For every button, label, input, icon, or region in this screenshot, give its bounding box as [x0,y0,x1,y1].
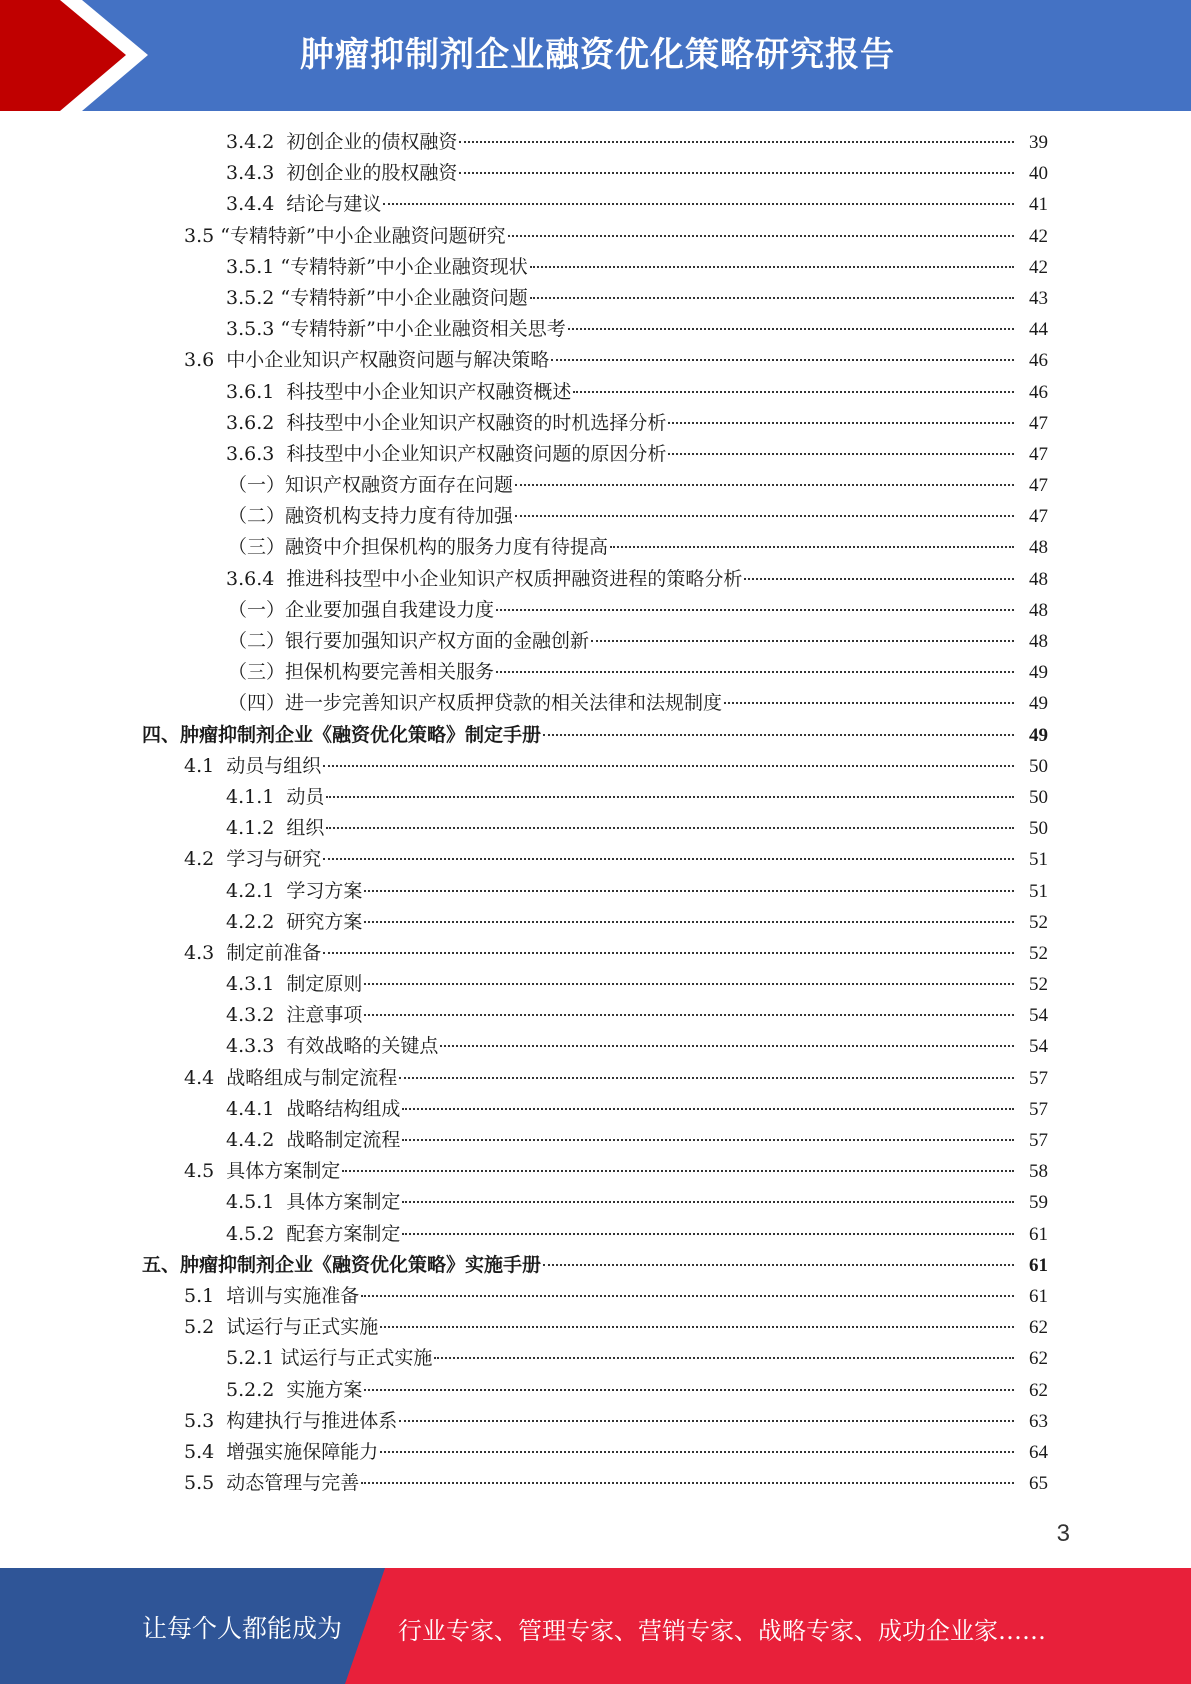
toc-entry-label: 4.2 学习与研究 [184,848,322,871]
toc-dot-leader [459,171,1014,174]
toc-entry[interactable] [0,657,1191,688]
toc-entry-label: 4.1.2 组织 [226,817,325,840]
toc-entry[interactable] [0,1406,1191,1437]
toc-entry-page: 40 [1029,163,1048,185]
toc-dot-leader [459,140,1014,143]
toc-dot-leader [515,514,1014,517]
toc-entry-page: 62 [1029,1348,1048,1370]
toc-entry-label: 3.4.2 初创企业的债权融资 [226,131,458,153]
toc-dot-leader [496,608,1014,611]
toc-entry[interactable] [0,1281,1191,1312]
toc-entry[interactable] [0,1375,1191,1406]
toc-dot-leader [364,982,1014,985]
toc-entry[interactable] [0,283,1191,314]
toc-entry-label: 3.5.3 “专精特新”中小企业融资相关思考 [226,318,566,341]
toc-dot-leader [496,670,1014,673]
toc-entry-label: 4.3 制定前准备 [184,941,322,964]
toc-entry-label: 3.6.1 科技型中小企业知识产权融资概述 [226,380,572,403]
toc-dot-leader [326,795,1014,798]
toc-dot-leader [440,1044,1014,1047]
toc-entry-label: 五、肿瘤抑制剂企业《融资优化策略》实施手册 [142,1253,542,1276]
toc-dot-leader [364,1013,1014,1016]
toc-entry-label: 3.6.2 科技型中小企业知识产权融资的时机选择分析 [226,411,667,434]
toc-entry[interactable] [0,1312,1191,1343]
toc-dot-leader [668,452,1014,455]
toc-entry-page: 48 [1029,631,1048,652]
toc-entry-label: 5.2.1 试运行与正式实施 [226,1347,433,1370]
toc-entry-label: 5.1 培训与实施准备 [184,1284,360,1307]
toc-dot-leader [402,1107,1014,1110]
toc-entry-page: 50 [1029,818,1048,840]
toc-dot-leader [323,857,1014,860]
page-header [0,0,1191,111]
toc-entry[interactable] [0,595,1191,626]
toc-entry-page: 57 [1029,1098,1048,1120]
toc-entry-page: 58 [1029,1161,1048,1183]
toc-entry-label: 4.5.2 配套方案制定 [226,1222,401,1245]
toc-dot-leader [364,1388,1014,1391]
toc-entry[interactable] [0,876,1191,907]
toc-entry-page: 49 [1029,693,1048,715]
toc-dot-leader [402,1232,1014,1235]
toc-entry-page: 47 [1029,475,1048,497]
toc-dot-leader [573,390,1014,393]
toc-entry[interactable] [0,252,1191,283]
toc-entry-label: 5.3 构建执行与推进体系 [184,1409,398,1432]
toc-entry-page: 47 [1029,412,1048,434]
toc-dot-leader [364,889,1014,892]
toc-entry-page: 50 [1029,786,1048,808]
toc-entry-page: 39 [1029,132,1048,153]
toc-entry-label: 5.2.2 实施方案 [226,1378,363,1401]
toc-entry[interactable] [0,158,1191,189]
toc-entry[interactable] [0,501,1191,532]
toc-entry[interactable] [0,470,1191,501]
toc-entry-label: （二）银行要加强知识产权方面的金融创新 [228,630,590,652]
footer-slogan-right: 行业专家、管理专家、营销专家、战略专家、成功企业家…… [398,1617,1046,1645]
toc-dot-leader [402,1138,1014,1141]
toc-entry[interactable] [0,1219,1191,1250]
toc-entry-page: 57 [1029,1130,1048,1151]
toc-entry-label: 3.5 “专精特新”中小企业融资问题研究 [184,224,506,247]
toc-entry-page: 54 [1029,1005,1048,1027]
toc-entry-label: 3.5.1 “专精特新”中小企业融资现状 [226,255,528,278]
toc-entry[interactable] [0,969,1191,1000]
toc-entry-label: 3.6 中小企业知识产权融资问题与解决策略 [184,349,550,372]
toc-dot-leader [323,951,1014,954]
toc-entry-page: 42 [1029,256,1048,278]
toc-entry-label: 3.4.3 初创企业的股权融资 [226,162,458,185]
toc-entry-label: （三）担保机构要完善相关服务 [228,661,495,684]
toc-dot-leader [383,202,1014,205]
table-of-contents [0,127,1191,1499]
toc-entry-label: 5.4 增强实施保障能力 [184,1440,379,1463]
toc-entry[interactable] [0,439,1191,470]
toc-entry[interactable] [0,221,1191,252]
toc-entry-page: 48 [1029,568,1048,590]
toc-entry[interactable] [0,1063,1191,1094]
toc-entry-label: 3.6.4 推进科技型中小企业知识产权质押融资进程的策略分析 [226,567,743,590]
toc-entry-label: 4.3.2 注意事项 [226,1004,363,1027]
toc-dot-leader [543,1263,1014,1266]
toc-entry-label: 4.4.1 战略结构组成 [226,1097,401,1120]
toc-entry-label: （二）融资机构支持力度有待加强 [228,505,514,528]
toc-entry-page: 64 [1029,1441,1048,1463]
toc-entry[interactable] [0,782,1191,813]
toc-dot-leader [326,826,1014,829]
toc-entry-label: （一）知识产权融资方面存在问题 [228,474,514,497]
toc-dot-leader [402,1200,1014,1203]
toc-dot-leader [724,701,1014,704]
toc-entry[interactable] [0,1156,1191,1187]
toc-entry-label: （四）进一步完善知识产权质押贷款的相关法律和法规制度 [228,692,723,715]
toc-dot-leader [364,920,1014,923]
toc-entry-label: 4.2.1 学习方案 [226,879,363,902]
toc-entry-page: 61 [1029,1285,1048,1307]
toc-entry[interactable] [0,1468,1191,1499]
toc-entry[interactable] [0,844,1191,875]
toc-entry[interactable] [0,564,1191,595]
toc-entry-page: 62 [1029,1317,1048,1339]
toc-entry-page: 52 [1029,911,1048,933]
toc-entry[interactable] [0,345,1191,376]
toc-entry-page: 48 [1029,537,1048,559]
toc-dot-leader [342,1169,1014,1172]
toc-entry-page: 49 [1029,724,1048,746]
toc-dot-leader [744,577,1014,580]
toc-entry[interactable] [0,907,1191,938]
toc-dot-leader [380,1450,1014,1453]
toc-entry-page: 52 [1029,974,1048,996]
toc-entry[interactable] [0,1343,1191,1374]
toc-entry[interactable] [0,720,1191,751]
toc-entry-page: 65 [1029,1473,1048,1495]
toc-dot-leader [434,1356,1014,1359]
toc-dot-leader [399,1076,1014,1079]
toc-dot-leader [361,1294,1014,1297]
footer-slogan-left: 让每个人都能成为 [142,1614,343,1643]
toc-entry[interactable] [0,189,1191,220]
page-number: 3 [1056,1520,1070,1547]
toc-entry[interactable] [0,377,1191,408]
toc-entry[interactable] [0,688,1191,719]
toc-entry-page: 44 [1029,319,1048,341]
toc-entry-page: 61 [1029,1223,1048,1245]
toc-dot-leader [508,234,1014,237]
toc-entry[interactable] [0,1250,1191,1281]
toc-dot-leader [543,733,1014,736]
toc-entry-page: 59 [1029,1192,1048,1214]
toc-entry-label: 4.3.3 有效战略的关键点 [226,1035,439,1058]
toc-entry[interactable] [0,127,1191,158]
toc-entry-label: 5.5 动态管理与完善 [184,1472,360,1495]
toc-dot-leader [323,764,1014,767]
toc-entry-page: 54 [1029,1036,1048,1058]
toc-entry-label: 4.3.1 制定原则 [226,973,363,996]
toc-entry-label: （一）企业要加强自我建设力度 [228,598,495,621]
toc-entry-label: 4.4 战略组成与制定流程 [184,1066,398,1089]
toc-entry[interactable] [0,532,1191,563]
toc-entry-label: （三）融资中介担保机构的服务力度有待提高 [228,536,609,559]
toc-entry[interactable] [0,1437,1191,1468]
toc-entry-page: 46 [1029,381,1048,403]
toc-entry-page: 62 [1029,1379,1048,1401]
toc-entry-page: 42 [1029,225,1048,247]
toc-entry[interactable] [0,408,1191,439]
toc-dot-leader [380,1325,1014,1328]
toc-entry-page: 51 [1029,849,1048,871]
toc-entry-label: 3.6.3 科技型中小企业知识产权融资问题的原因分析 [226,442,667,465]
toc-entry[interactable] [0,1000,1191,1031]
toc-entry[interactable] [0,1125,1191,1156]
toc-entry[interactable] [0,813,1191,844]
toc-entry-page: 51 [1029,880,1048,902]
toc-entry[interactable] [0,1031,1191,1062]
toc-entry-page: 49 [1029,662,1048,684]
toc-entry-label: 4.1 动员与组织 [184,754,322,777]
toc-dot-leader [568,327,1014,330]
page-footer [0,1568,1191,1684]
toc-dot-leader [361,1481,1014,1484]
toc-dot-leader [668,421,1014,424]
toc-entry-page: 43 [1029,287,1048,309]
toc-entry-label: 3.4.4 结论与建议 [226,193,382,216]
toc-entry[interactable] [0,626,1191,657]
toc-entry-page: 57 [1029,1067,1048,1089]
toc-entry-label: 4.5.1 具体方案制定 [226,1191,401,1214]
toc-entry[interactable] [0,314,1191,345]
toc-entry-label: 5.2 试运行与正式实施 [184,1316,379,1339]
toc-entry-page: 47 [1029,506,1048,528]
toc-dot-leader [610,545,1014,548]
toc-entry[interactable] [0,1187,1191,1218]
toc-entry-label: 3.5.2 “专精特新”中小企业融资问题 [226,286,528,309]
toc-entry-page: 41 [1029,194,1048,216]
toc-dot-leader [530,265,1014,268]
toc-entry[interactable] [0,938,1191,969]
toc-dot-leader [399,1419,1014,1422]
toc-entry-label: 4.5 具体方案制定 [184,1160,341,1183]
toc-dot-leader [515,483,1014,486]
toc-entry-page: 46 [1029,350,1048,372]
toc-entry-page: 52 [1029,942,1048,964]
toc-entry-page: 63 [1029,1410,1048,1432]
toc-entry-label: 4.2.2 研究方案 [226,910,363,933]
toc-dot-leader [551,358,1014,361]
toc-entry[interactable] [0,751,1191,782]
toc-entry-page: 47 [1029,443,1048,465]
toc-dot-leader [530,296,1014,299]
toc-dot-leader [591,639,1014,642]
toc-entry-page: 61 [1029,1254,1048,1276]
toc-entry-page: 50 [1029,755,1048,777]
toc-entry-label: 4.1.1 动员 [226,785,325,808]
toc-entry-label: 4.4.2 战略制定流程 [226,1129,401,1151]
toc-entry[interactable] [0,1094,1191,1125]
toc-entry-label: 四、肿瘤抑制剂企业《融资优化策略》制定手册 [142,723,542,746]
toc-entry-page: 48 [1029,599,1048,621]
report-title: 肿瘤抑制剂企业融资优化策略研究报告 [300,35,895,75]
